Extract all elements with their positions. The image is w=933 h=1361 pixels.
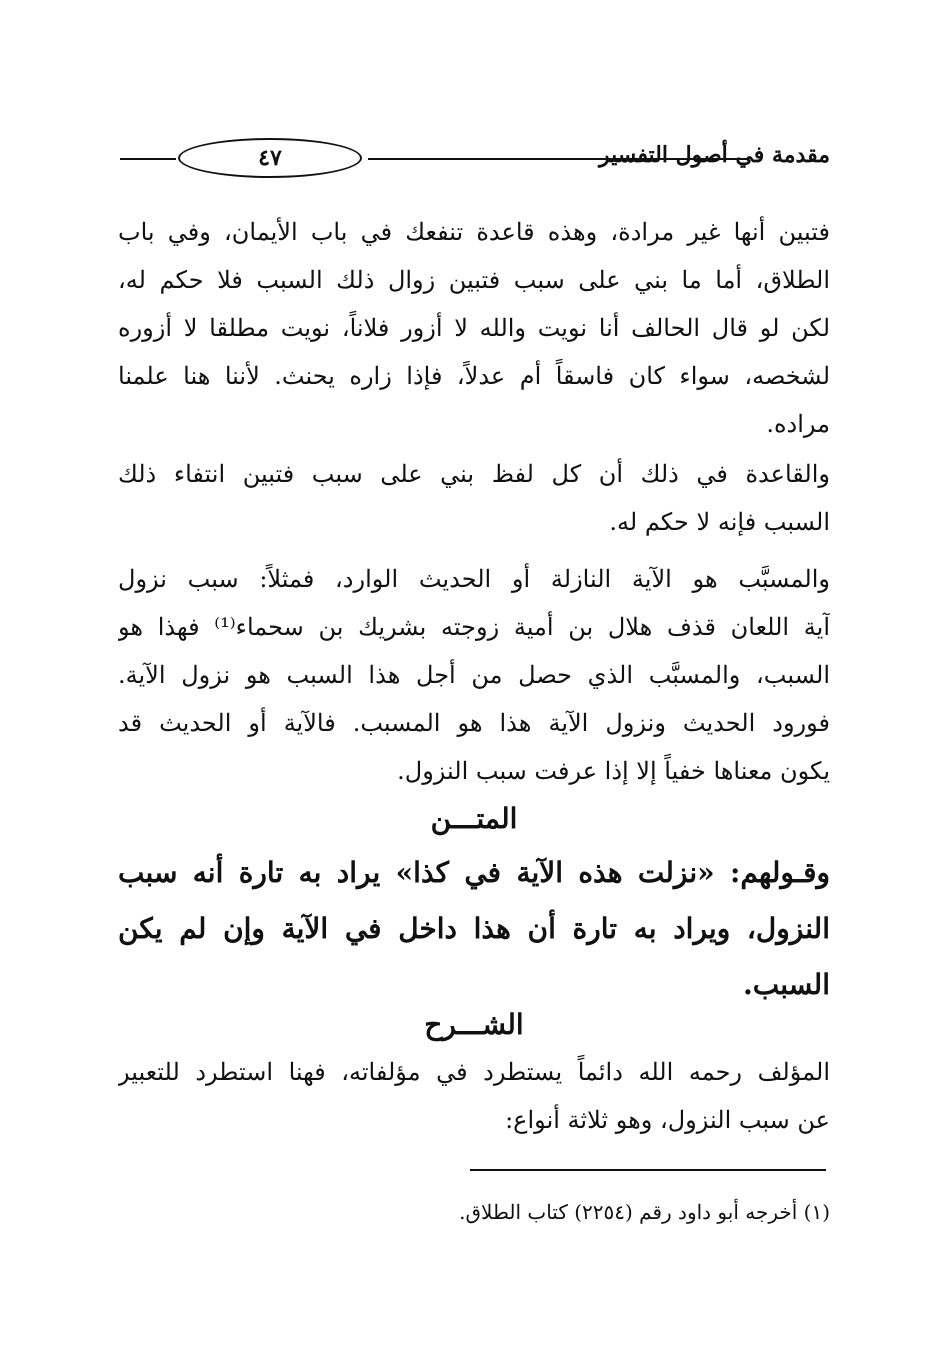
sharh-line: عن سبب النزول، وهو ثلاثة أنواع: <box>505 1106 830 1134</box>
matn-line: السبب. <box>743 968 830 1001</box>
paragraph-3 <box>118 555 830 795</box>
matn-line: النزول، ويراد به تارة أن هذا داخل في الآية وإن لم يكن <box>118 912 830 945</box>
paragraph-line: السبب فإنه لا حكم له. <box>609 508 830 536</box>
paragraph-line: السبب، والمسبَّب الذي حصل من أجل هذا السبب هو نزول الآية. <box>118 661 830 689</box>
footnote: (١) أخرجه أبو داود رقم (٢٢٥٤) كتاب الطلاق. <box>459 1200 830 1224</box>
footnote-separator <box>470 1169 826 1171</box>
matn-text <box>118 845 830 1013</box>
paragraph-line: يكون معناها خفياً إلا إذا عرفت سبب النزول. <box>397 757 830 785</box>
matn-line: وقـولهم: «نزلت هذه الآية في كذا» يراد به تارة أنه سبب <box>118 856 830 889</box>
paragraph-2 <box>118 450 830 546</box>
sharh-heading: الشـــرح <box>424 1008 524 1041</box>
paragraph-line: لشخصه، سواء كان فاسقاً أم عدلاً، فإذا زاره يحنث. لأننا هنا علمنا <box>118 362 830 390</box>
paragraph-1 <box>118 208 830 448</box>
sharh-line: المؤلف رحمه الله دائماً يستطرد في مؤلفاته، فهنا استطرد للتعبير <box>118 1058 830 1086</box>
running-header <box>120 136 830 182</box>
paragraph-line: فورود الحديث ونزول الآية هذا هو المسبب. فالآية أو الحديث قد <box>118 709 830 737</box>
paragraph-line: آية اللعان قذف هلال بن أمية زوجته بشريك بن سحماء⁽¹⁾ فهذا هو <box>118 613 830 641</box>
book-title: مقدمة في أصول التفسير <box>599 142 830 168</box>
sharh-text <box>118 1048 830 1144</box>
paragraph-line: والقاعدة في ذلك أن كل لفظ بني على سبب فتبين انتفاء ذلك <box>118 460 830 488</box>
paragraph-line: فتبين أنها غير مرادة، وهذه قاعدة تنفعك في باب الأيمان، وفي باب <box>118 218 830 246</box>
matn-heading: المتـــن <box>430 802 518 835</box>
paragraph-line: لكن لو قال الحالف أنا نويت والله لا أزور فلاناً، نويت مطلقا لا أزوره <box>118 314 830 342</box>
page-number-oval <box>178 138 362 178</box>
paragraph-line: الطلاق، أما ما بني على سبب فتبين زوال ذلك السبب فلا حكم له، <box>118 266 830 294</box>
page-number: ٤٧ <box>258 145 282 171</box>
header-rule-left <box>120 158 176 160</box>
paragraph-line: مراده. <box>766 410 830 438</box>
paragraph-line: والمسبَّب هو الآية النازلة أو الحديث الوارد، فمثلاً: سبب نزول <box>118 565 830 593</box>
